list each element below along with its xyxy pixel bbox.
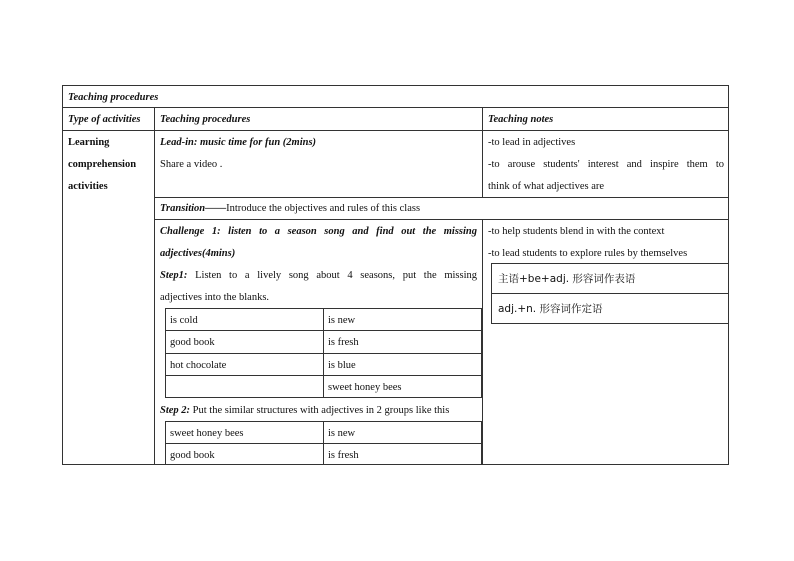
step2-cell: is fresh: [328, 450, 359, 461]
transition-label: Transition: [160, 203, 206, 214]
step1-label: Step1:: [160, 270, 188, 281]
activity-type-line: activities: [68, 181, 108, 192]
step1-cell: is blue: [328, 360, 356, 371]
activity-type-line: Learning: [68, 137, 110, 148]
step2-table-col-divider: [323, 421, 324, 465]
step1-text: Listen to a lively song about 4 seasons, put the missing: [187, 270, 477, 281]
step2-text: Put the similar structures with adjectives in 2 groups like this: [190, 405, 450, 416]
step2-cell: is new: [328, 428, 356, 439]
step1-line: [160, 269, 477, 282]
lead-in-body: Share a video .: [160, 159, 223, 170]
lead-in-note: -to arouse students' interest and inspire them to: [488, 159, 724, 170]
grammar-rules-divider: [491, 293, 729, 294]
header-type-of-activities: Type of activities: [68, 114, 141, 125]
lead-in-note: -to lead in adjectives: [488, 137, 576, 148]
row-divider: [62, 107, 729, 108]
step2-cell: sweet honey bees: [170, 428, 244, 439]
step2-cell: good book: [170, 450, 215, 461]
challenge-title: Challenge 1: listen to a season song and find out the missing: [160, 226, 477, 237]
table-title: Teaching procedures: [68, 92, 159, 103]
lead-in-note: think of what adjectives are: [488, 181, 605, 192]
challenge-title-cont: adjectives(4mins): [160, 248, 236, 259]
grammar-rule: adj.+n. 形容词作定语: [498, 303, 603, 315]
step2-line: [160, 404, 449, 417]
step1-table-col-divider: [323, 308, 324, 398]
challenge-note: -to help students blend in with the context: [488, 226, 665, 237]
step1-cell: sweet honey bees: [328, 382, 402, 393]
step1-cell: is cold: [170, 315, 198, 326]
step1-cell: is fresh: [328, 337, 359, 348]
transition-dash: ——: [205, 203, 227, 214]
row-divider: [62, 130, 729, 131]
step1-line-cont: adjectives into the blanks.: [160, 292, 270, 303]
lead-in-title: Lead-in: music time for fun (2mins): [160, 137, 317, 148]
step1-cell: is new: [328, 315, 356, 326]
column-divider: [154, 107, 155, 465]
column-divider: [482, 219, 483, 465]
column-divider: [482, 107, 483, 197]
step1-cell: hot chocolate: [170, 360, 227, 371]
header-teaching-procedures: Teaching procedures: [160, 114, 251, 125]
transition-text: Introduce the objectives and rules of this class: [226, 203, 421, 214]
activity-type-line: comprehension: [68, 159, 137, 170]
row-divider: [154, 219, 729, 220]
header-teaching-notes: Teaching notes: [488, 114, 554, 125]
challenge-note: -to lead students to explore rules by themselves: [488, 248, 688, 259]
step1-cell: good book: [170, 337, 215, 348]
row-divider: [154, 197, 729, 198]
step2-label: Step 2:: [160, 405, 191, 416]
grammar-rule: 主语+be+adj. 形容词作表语: [498, 273, 636, 285]
transition-line: [160, 202, 420, 215]
